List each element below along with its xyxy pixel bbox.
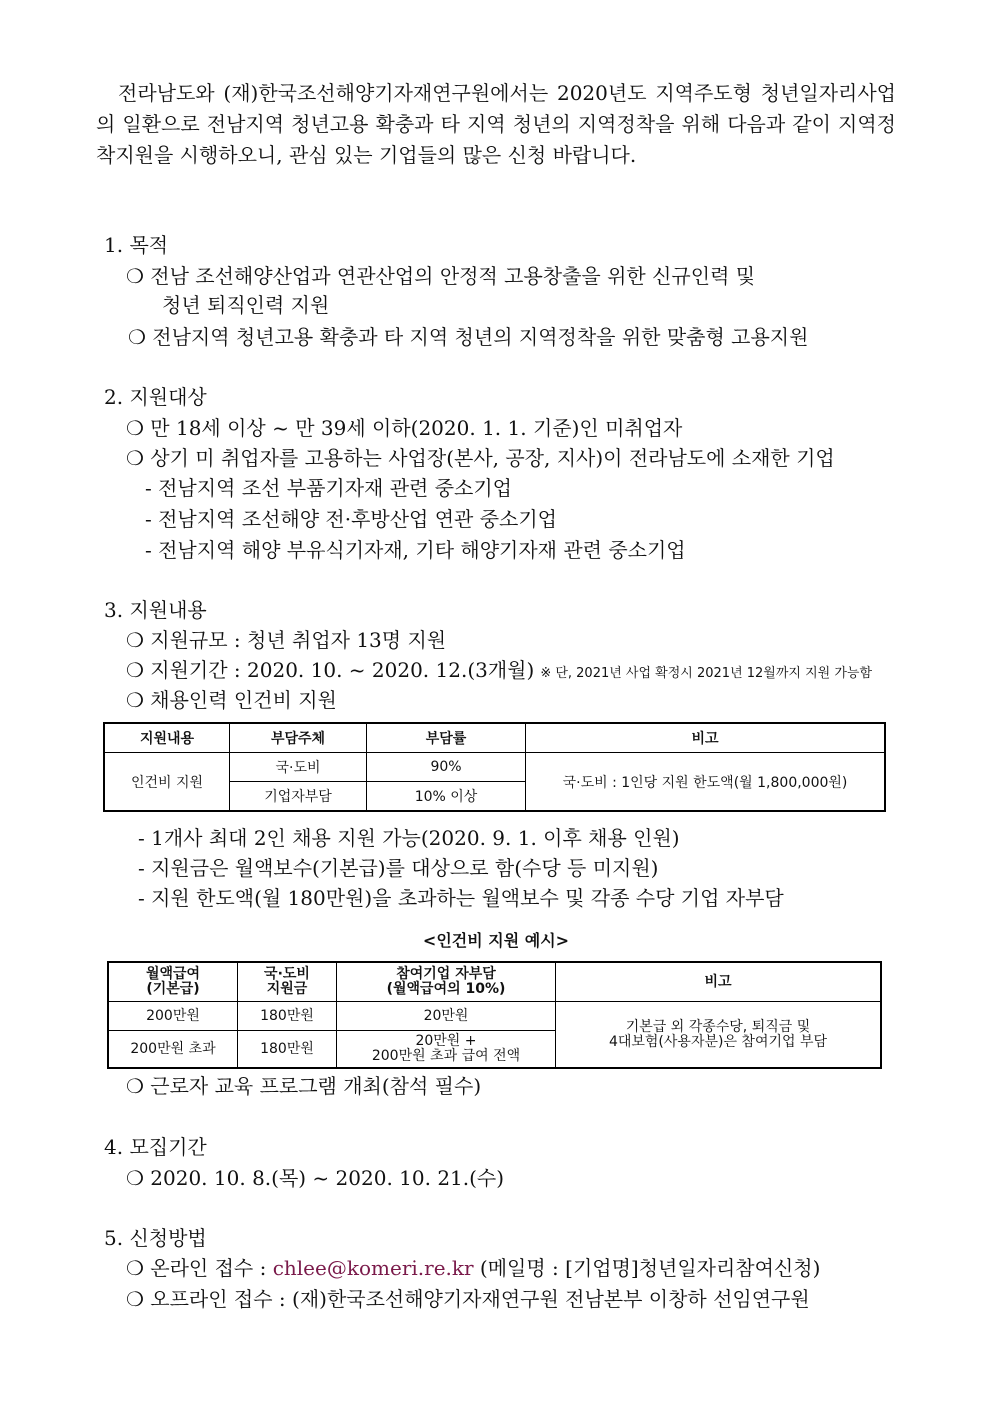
example-caption: <인건비 지원 예시> (422, 931, 570, 950)
s2-bullet-1: ❍ 만 18세 이상 ~ 만 39세 이하(2020. 1. 1. 기준)인 미취업자 (126, 416, 683, 440)
t2-note-b: 4대보험(사용자분)은 참여기업 부담 (608, 1033, 828, 1050)
s5-online-suffix: (메일명 : [기업명]청년일자리참여신청) (473, 1256, 821, 1280)
s5-bullet-1 (126, 1255, 820, 1281)
t2-header-company (337, 962, 556, 1002)
t1-r2-rate: 10% 이상 (367, 782, 526, 812)
t1-header-payer: 부담주체 (230, 723, 367, 753)
t1-header-content: 지원내용 (104, 723, 230, 753)
s2-bullet-2: ❍ 상기 미 취업자를 고용하는 사업장(본사, 공장, 지사)이 전라남도에 소재한 기업 (126, 446, 835, 470)
t1-row-label: 인건비 지원 (104, 753, 230, 812)
s3-bullet-2-note: ※ 단, 2021년 사업 확정시 2021년 12월까지 지원 가능함 (540, 666, 873, 681)
cost-support-table (103, 722, 886, 812)
t2-header-subsidy-a: 국·도비 (264, 966, 310, 982)
t1-note: 국·도비 : 1인당 지원 한도액(월 1,800,000원) (526, 753, 886, 812)
t2-r1-subsidy: 180만원 (238, 1002, 337, 1031)
t2-header-company-b: (월액급여의 10%) (386, 981, 506, 997)
s3-sub-2: - 지원금은 월액보수(기본급)를 대상으로 함(수당 등 미지원) (138, 856, 659, 880)
t1-header-rate: 부담률 (367, 723, 526, 753)
contact-email-link[interactable]: chlee@komeri.re.kr (272, 1256, 474, 1280)
t2-note (556, 1002, 882, 1069)
t2-header-note: 비고 (556, 962, 882, 1002)
t2-r2-subsidy: 180만원 (238, 1031, 337, 1069)
s2-sub-3: - 전남지역 해양 부유식기자재, 기타 해양기자재 관련 중소기업 (145, 538, 686, 562)
t1-header-note: 비고 (526, 723, 886, 753)
section-3-title: 3. 지원내용 (104, 598, 207, 622)
t2-r2-company-b: 200만원 초과 급여 전액 (371, 1048, 521, 1064)
section-4-title: 4. 모집기간 (104, 1135, 207, 1159)
s2-sub-1: - 전남지역 조선 부품기자재 관련 중소기업 (145, 476, 512, 500)
t2-header-subsidy (238, 962, 337, 1002)
s3-sub-3: - 지원 한도액(월 180만원)을 초과하는 월액보수 및 각종 수당 기업 자부담 (138, 886, 784, 910)
t1-r1-rate: 90% (367, 753, 526, 782)
t1-r2-payer: 기업자부담 (230, 782, 367, 812)
s3-bullet-2-text: ❍ 지원기간 : 2020. 10. ~ 2020. 12.(3개월) (126, 658, 535, 682)
s2-sub-2: - 전남지역 조선해양 전·후방산업 연관 중소기업 (145, 507, 557, 531)
s3-bullet-3: ❍ 채용인력 인건비 지원 (126, 688, 337, 712)
s3-bullet-2 (126, 657, 872, 687)
s1-bullet-1: ❍ 전남 조선해양산업과 연관산업의 안정적 고용창출을 위한 신규인력 및 (126, 264, 756, 288)
s5-online-label: ❍ 온라인 접수 : (126, 1256, 273, 1280)
t2-header-subsidy-b: 지원금 (266, 981, 308, 997)
s3-sub-1: - 1개사 최대 2인 채용 지원 가능(2020. 9. 1. 이후 채용 인원) (138, 826, 680, 850)
s4-bullet-1: ❍ 2020. 10. 8.(목) ~ 2020. 10. 21.(수) (126, 1166, 505, 1190)
t2-header-company-a: 참여기업 자부담 (396, 966, 496, 982)
t2-r2-company (337, 1031, 556, 1069)
t1-r1-payer: 국·도비 (230, 753, 367, 782)
s3-bullet-1: ❍ 지원규모 : 청년 취업자 13명 지원 (126, 628, 447, 652)
s1-bullet-1-cont: 청년 퇴직인력 지원 (162, 293, 330, 317)
t2-r1-company: 20만원 (337, 1002, 556, 1031)
s5-bullet-2: ❍ 오프라인 접수 : (재)한국조선해양기자재연구원 전남본부 이창하 선임연구원 (126, 1287, 810, 1311)
section-1-title: 1. 목적 (104, 233, 169, 257)
s3-bullet-4: ❍ 근로자 교육 프로그램 개최(참석 필수) (126, 1074, 482, 1098)
section-2-title: 2. 지원대상 (104, 385, 207, 409)
s1-bullet-2: ❍ 전남지역 청년고용 확충과 타 지역 청년의 지역정착을 위한 맞춤형 고용지원 (128, 325, 809, 349)
t2-r2-company-a: 20만원 + (415, 1033, 477, 1049)
cost-example-table (107, 961, 882, 1069)
t2-header-salary (108, 962, 238, 1002)
t2-header-salary-b: (기본급) (146, 981, 200, 997)
intro-paragraph: 전라남도와 (재)한국조선해양기자재연구원에서는 2020년도 지역주도형 청년일자리사업의 일환으로 전남지역 청년고용 확충과 타 지역 청년의 지역정착을 위해 다음과 같이 지역정착지원을 시행하오니, 관심 있는 기업들의 많은 신청 바랍니다. (96, 81, 896, 167)
t2-header-salary-a: 월액급여 (145, 966, 201, 982)
t2-r2-salary: 200만원 초과 (108, 1031, 238, 1069)
t2-r1-salary: 200만원 (108, 1002, 238, 1031)
section-5-title: 5. 신청방법 (104, 1226, 207, 1250)
t2-note-a: 기본급 외 각종수당, 퇴직금 및 (625, 1018, 811, 1035)
